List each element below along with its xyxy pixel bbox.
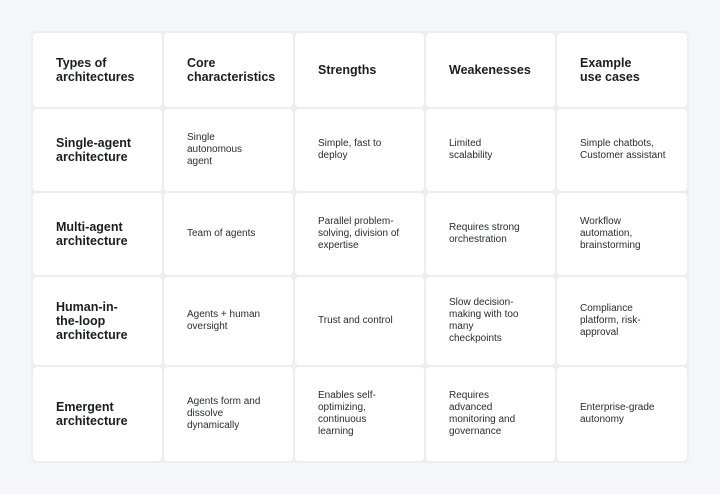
cell-text: Requires strong orchestration — [449, 222, 520, 245]
cell-text: Simple, fast to deploy — [318, 138, 382, 161]
cell-weaknesses — [426, 109, 555, 191]
cell-core — [164, 277, 293, 365]
cell-text: Team of agents — [187, 228, 256, 239]
cell-use-cases — [557, 193, 687, 275]
cell-weaknesses — [426, 277, 555, 365]
cell-text: Single autonomous agent — [187, 132, 243, 167]
cell-use-cases — [557, 277, 687, 365]
header-use-cases — [557, 33, 687, 107]
cell-core — [164, 367, 293, 461]
architecture-comparison-table — [31, 31, 689, 463]
cell-text: Agents form and dissolve dynamically — [187, 396, 261, 431]
cell-text: Limited scalability — [449, 138, 493, 161]
header-label: Weakenesses — [449, 63, 531, 77]
row-type-label: Human-in-the-loop architecture — [56, 300, 128, 342]
cell-text: Compliance platform, risk-approval — [580, 303, 641, 338]
table-grid — [33, 33, 687, 461]
row-type-label: Single-agent architecture — [56, 136, 132, 164]
cell-strengths — [295, 193, 424, 275]
cell-use-cases — [557, 367, 687, 461]
cell-core — [164, 109, 293, 191]
cell-core — [164, 193, 293, 275]
cell-strengths — [295, 277, 424, 365]
cell-text: Workflow automation, brainstorming — [580, 216, 641, 251]
row-type-human-in-the-loop — [33, 277, 162, 365]
cell-use-cases — [557, 109, 687, 191]
header-weaknesses — [426, 33, 555, 107]
cell-strengths — [295, 367, 424, 461]
cell-weaknesses — [426, 193, 555, 275]
cell-text: Enterprise-grade autonomy — [580, 402, 655, 425]
header-types — [33, 33, 162, 107]
header-label: Example use cases — [580, 56, 640, 84]
cell-text: Parallel problem-solving, division of expertise — [318, 216, 400, 251]
header-label: Types of architectures — [56, 56, 135, 84]
header-core — [164, 33, 293, 107]
cell-text: Agents + human oversight — [187, 309, 261, 332]
header-label: Core characteristics — [187, 56, 276, 84]
cell-text: Simple chatbots, Customer assistant — [580, 138, 666, 161]
row-type-label: Multi-agent architecture — [56, 220, 128, 248]
cell-text: Slow decision-making with too many checkpoints — [449, 297, 519, 344]
header-strengths — [295, 33, 424, 107]
cell-text: Enables self-optimizing, continuous learning — [318, 390, 376, 437]
cell-text: Requires advanced monitoring and governance — [449, 390, 516, 437]
cell-weaknesses — [426, 367, 555, 461]
row-type-multi-agent — [33, 193, 162, 275]
row-type-single-agent — [33, 109, 162, 191]
row-type-label: Emergent architecture — [56, 400, 128, 428]
row-type-emergent — [33, 367, 162, 461]
cell-strengths — [295, 109, 424, 191]
header-label: Strengths — [318, 63, 377, 77]
cell-text: Trust and control — [318, 315, 393, 326]
